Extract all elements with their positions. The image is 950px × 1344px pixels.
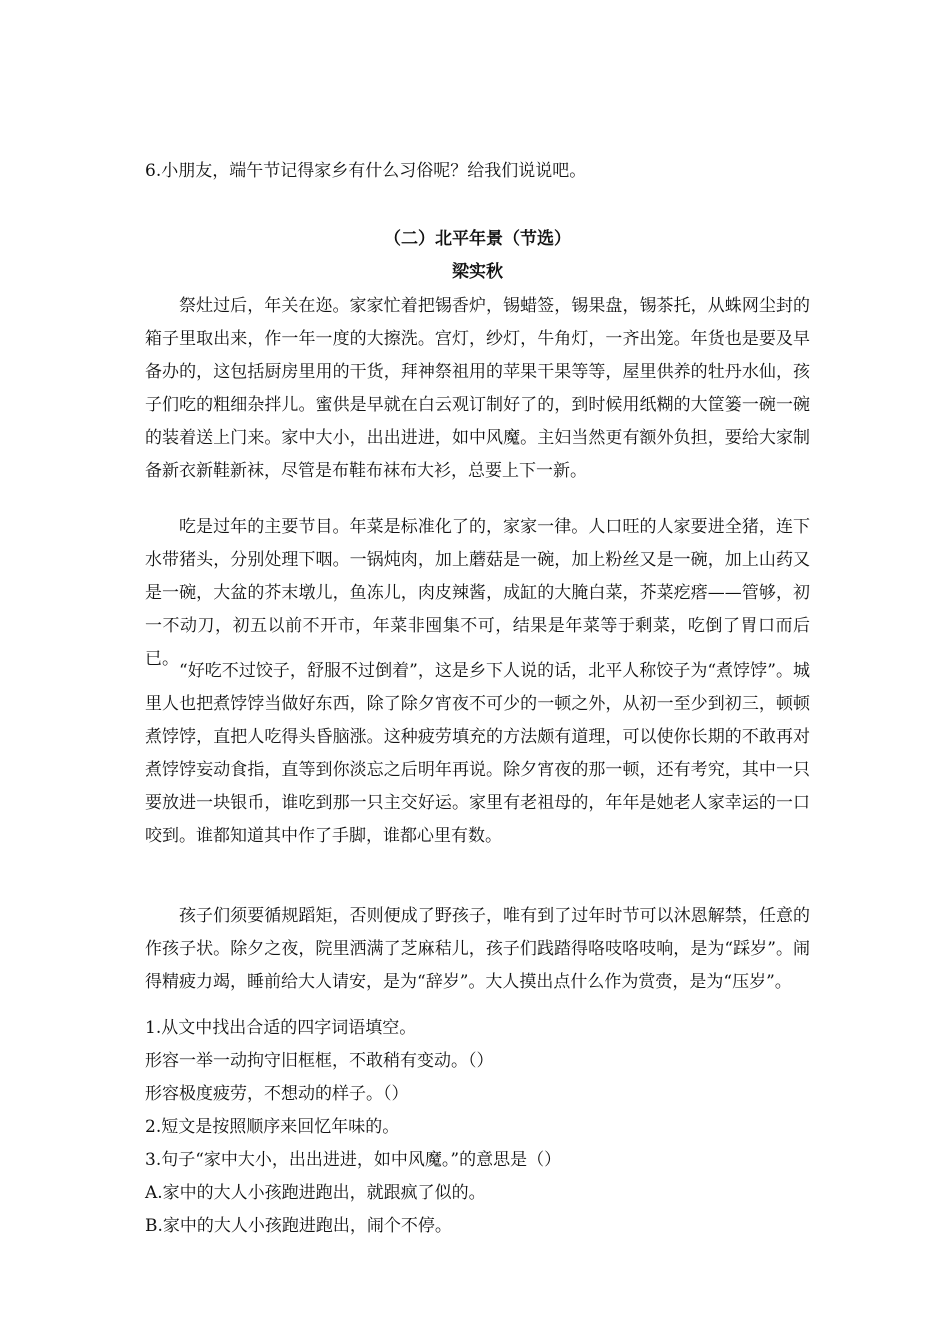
paragraph-4: 孩子们须要循规蹈矩，否则便成了野孩子，唯有到了过年时节可以沐恩解禁，任意的作孩子状。除夕之夜，院里洒满了芝麻秸儿，孩子们践踏得咯吱咯吱响，是为“踩岁”。闹得精疲力竭，睡前给大人请安，是为“辞岁”。大人摸出点什么作为赏赍，是为“压岁”。 bbox=[145, 906, 810, 992]
question-2: 2.短文是按照顺序来回忆年味的。 bbox=[145, 1117, 400, 1137]
question-1-item-b: 形容极度疲劳，不想动的样子。（） bbox=[145, 1084, 409, 1104]
question-1: 1.从文中找出合适的四字词语填空。 bbox=[145, 1018, 417, 1038]
paragraph-1: 祭灶过后，年关在迩。家家忙着把锡香炉，锡蜡签，锡果盘，锡茶托，从蛛网尘封的箱子里取出来，作一年一度的大擦洗。宫灯，纱灯，牛角灯，一齐出笼。年货也是要及早备办的，这包括厨房里用的干货，拜神祭祖用的苹果干果等等，屋里供养的牡丹水仙，孩子们吃的粗细杂拌儿。蜜供是早就在白云观订制好了的，到时候用纸糊的大筐篓一碗一碗的装着送上门来。家中大小，出出进进，如中风魔。主妇当然更有额外负担，要给大家制备新衣新鞋新袜，尽管是布鞋布袜布大衫，总要上下一新。 bbox=[145, 296, 810, 481]
question-6: 6.小朋友，端午节记得家乡有什么习俗呢？给我们说说吧。 bbox=[145, 161, 587, 181]
question-3: 3.句子“家中大小，出出进进，如中风魔。”的意思是（） bbox=[145, 1150, 562, 1170]
option-b: B.家中的大人小孩跑进跑出，闹个不停。 bbox=[145, 1216, 452, 1236]
paragraph-3: “好吃不过饺子，舒服不过倒着”，这是乡下人说的话，北平人称饺子为“煮饽饽”。城里人也把煮饽饽当做好东西，除了除夕宵夜不可少的一顿之外，从初一至少到初三，顿顿煮饽饽，直把人吃得头昏脑涨。这种疲劳填充的方法颇有道理，可以使你长期的不敢再对煮饽饽妄动食指，直等到你淡忘之后明年再说。除夕宵夜的那一顿，还有考究，其中一只要放进一块银币，谁吃到那一只主交好运。家里有老祖母的，年年是她老人家幸运的一口咬到。谁都知道其中作了手脚，谁都心里有数。 bbox=[145, 661, 810, 846]
section-title: （二）北平年景（节选） bbox=[384, 229, 571, 249]
author-name: 梁实秋 bbox=[452, 262, 503, 282]
paragraph-2: 吃是过年的主要节目。年菜是标准化了的，家家一律。人口旺的人家要进全猪，连下水带猪头，分别处理下咽。一锅炖肉，加上蘑菇是一碗，加上粉丝又是一碗，加上山药又是一碗，大盆的芥末墩儿，鱼冻儿，肉皮辣酱，成缸的大腌白菜，芥菜疙瘩——管够，初一不动刀，初五以前不开市，年菜非囤集不可，结果是年菜等于剩菜，吃倒了胃口而后已。 bbox=[145, 517, 810, 669]
option-a: A.家中的大人小孩跑进跑出，就跟疯了似的。 bbox=[145, 1183, 486, 1203]
question-1-item-a: 形容一举一动拘守旧框框，不敢稍有变动。（） bbox=[145, 1051, 494, 1071]
